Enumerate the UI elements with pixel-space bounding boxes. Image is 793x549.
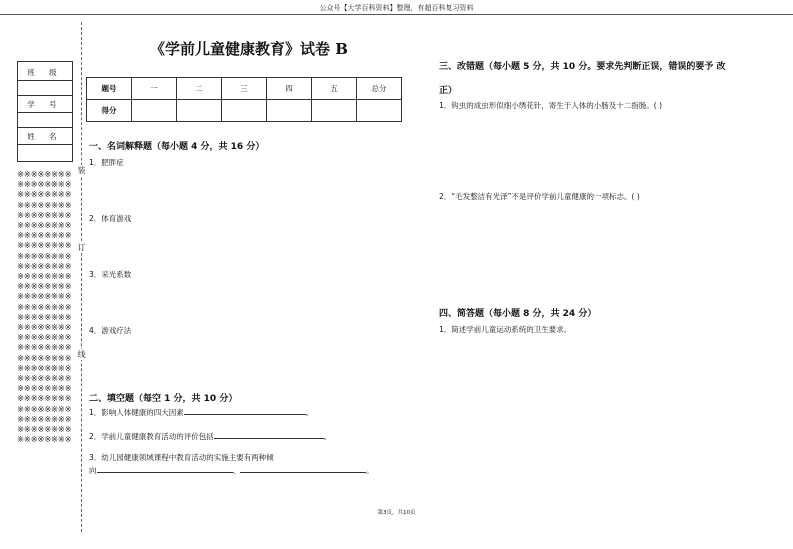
answer-blank[interactable] [184,406,306,415]
score-header-cell: 题号 [87,78,132,100]
binding-char-ding: 订 [77,243,86,252]
score-header-cell: 二 [177,78,222,100]
score-header-cell: 四 [267,78,312,100]
class-field [18,80,72,81]
correction-item: 1．钩虫的成虫形似细小绣花针，寄生于人体的小肠及十二指肠。( ) [439,101,663,110]
student-info-box [17,61,73,162]
field-divider [18,95,72,96]
score-header-cell: 总分 [357,78,402,100]
score-cell[interactable] [132,100,177,122]
fill-question-text: 2．学前儿童健康教育活动的评价包括 [89,432,214,441]
section-2-heading: 二、填空题（每空 1 分，共 10 分） [89,394,238,404]
header-divider [0,14,793,15]
score-table-score-row [87,100,402,122]
section-1-item: 4．游戏疗法 [89,326,132,335]
score-table [86,77,402,122]
binding-hatch-pattern: ※※※※※※※※※※※※※※※※※※※※※※※※※※※※※※※※※※※※※※※※※※※※※※※※※※※※※※※※※※※※※※※※※※※※※※※※※※※※※※※※※※※※※※※※※※※※※※※※※※※※※※※※※※※※※※※※※※※※※※※※※※※※※※※※※※※※※※※※※※※※※※※※※※※※※※※※※※※※※※※※※※※※※※※※※※※※※※※※※※※※※※※※※※※※※※※※※※※※※※※※※※※※※※※※※※※※※※※※ [17,170,72,446]
name-label: 姓 名 [27,132,63,141]
fill-question-sep: 、 [232,466,240,475]
score-cell[interactable] [222,100,267,122]
fill-question-3: 3．幼儿园健康领域课程中教育活动的实施主要有两种倾 [89,453,274,462]
student-id-label: 学 号 [27,100,63,109]
binding-char-xian: 线 [77,350,86,359]
score-cell[interactable] [312,100,357,122]
section-3-heading-cont: 正） [439,86,458,96]
exam-title: 《学前儿童健康教育》试卷 B [150,40,348,58]
correction-item: 2．“毛发整洁有光泽”不是评价学前儿童健康的一项标志。( ) [439,192,640,201]
fill-question-end: 。 [323,432,332,441]
section-3-heading: 三、改错题（每小题 5 分，共 10 分。要求先判断正误，错误的要予 改 [439,62,726,72]
fill-question-2 [89,430,331,442]
short-answer-item: 1．简述学前儿童运动系统的卫生要求。 [439,325,572,334]
page-number: 第3页，共10页 [377,510,416,516]
binding-char-zhuang: 装 [77,166,86,175]
section-4-heading: 四、简答题（每小题 8 分，共 24 分） [439,309,597,319]
fill-question-3-line2 [89,464,374,476]
section-1-item: 3．采光系数 [89,270,132,279]
score-header-cell: 五 [312,78,357,100]
section-1-item: 1．肥胖症 [89,158,124,167]
fill-question-end: 。 [305,408,314,417]
class-label: 班 级 [27,68,63,77]
score-header-cell: 三 [222,78,267,100]
fill-question-text: 1．影响人体健康的四大因素 [89,408,184,417]
fill-question-1 [89,406,313,418]
answer-blank[interactable] [214,430,324,439]
score-table-header-row [87,78,402,100]
section-1-heading: 一、名词解释题（每小题 4 分，共 16 分） [89,142,265,152]
name-field [18,144,72,145]
score-cell[interactable] [177,100,222,122]
student-id-field [18,112,72,113]
answer-blank[interactable] [240,464,366,473]
field-divider [18,127,72,128]
score-row-label: 得分 [87,100,132,122]
section-1-item: 2．体育游戏 [89,214,132,223]
fill-question-end: 。 [366,466,374,475]
score-cell[interactable] [357,100,402,122]
answer-blank[interactable] [97,464,233,473]
score-cell[interactable] [267,100,312,122]
header-note: 公众号【大学百科资料】整理，有超百科复习资料 [319,4,474,12]
score-header-cell: 一 [132,78,177,100]
fill-question-text: 向 [89,466,97,475]
binding-dashed-line [81,22,82,532]
